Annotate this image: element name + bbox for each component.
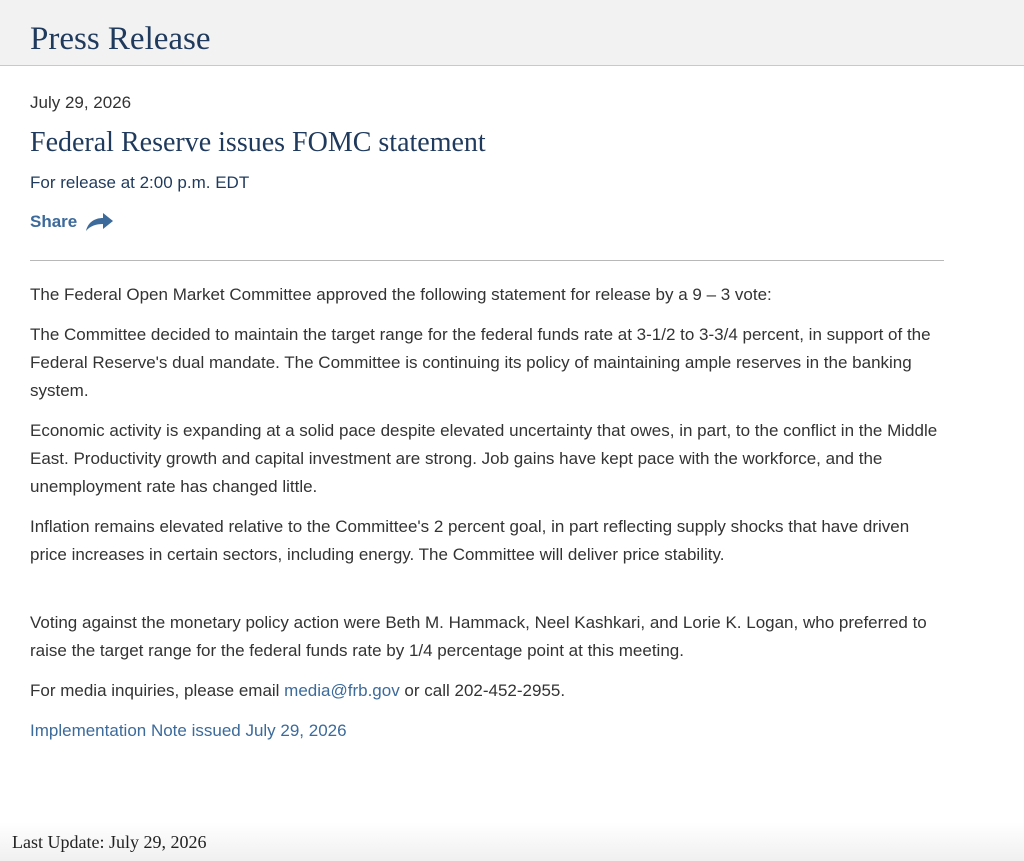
last-update: Last Update: July 29, 2026 — [12, 832, 207, 852]
release-time: For release at 2:00 p.m. EDT — [30, 173, 250, 192]
press-release-content — [30, 92, 944, 757]
media-inquiries — [30, 677, 944, 705]
statement-paragraph-vote: The Federal Open Market Committee approved the following statement for release by a 9 – 3 vote: — [30, 285, 772, 304]
page-header — [0, 0, 1024, 66]
media-prefix: For media inquiries, please email — [30, 681, 285, 700]
share-label: Share — [30, 212, 78, 231]
statement-paragraph-economy: Economic activity is expanding at a solid pace despite elevated uncertainty that owes, in part, to the conflict in the Middle East. Productivity growth and capital investment are strong. Job gains have kept pace with the workforce, and the unemployment rate has changed little. — [30, 421, 938, 496]
page-title: Press Release — [30, 21, 211, 57]
share-button[interactable] — [30, 210, 944, 234]
release-date: July 29, 2026 — [30, 93, 132, 112]
statement-paragraph-dissent: Voting against the monetary policy action were Beth M. Hammack, Neel Kashkari, and Lorie K. Logan, who preferred to raise the target range for the federal funds rate by 1/4 percentage point at this meeting. — [30, 613, 927, 660]
statement-paragraph-inflation: Inflation remains elevated relative to the Committee's 2 percent goal, in part reflecting supply shocks that have driven price increases in certain sectors, including energy. The Committee will deliver price stability. — [30, 517, 910, 564]
divider — [30, 260, 944, 261]
statement-paragraph-rate: The Committee decided to maintain the target range for the federal funds rate at 3-1/2 to 3-3/4 percent, in support of the Federal Reserve's dual mandate. The Committee is continuing its policy of maintaining ample reserves in the banking system. — [30, 325, 931, 400]
statement-body — [30, 281, 944, 745]
share-arrow-icon — [84, 211, 114, 233]
release-title: Federal Reserve issues FOMC statement — [30, 127, 486, 158]
media-suffix: or call 202-452-2955. — [399, 681, 566, 700]
implementation-note-link[interactable]: Implementation Note issued July 29, 2026 — [30, 721, 347, 740]
page-footer — [0, 822, 1024, 861]
media-email-link[interactable]: media@frb.gov — [284, 681, 400, 700]
